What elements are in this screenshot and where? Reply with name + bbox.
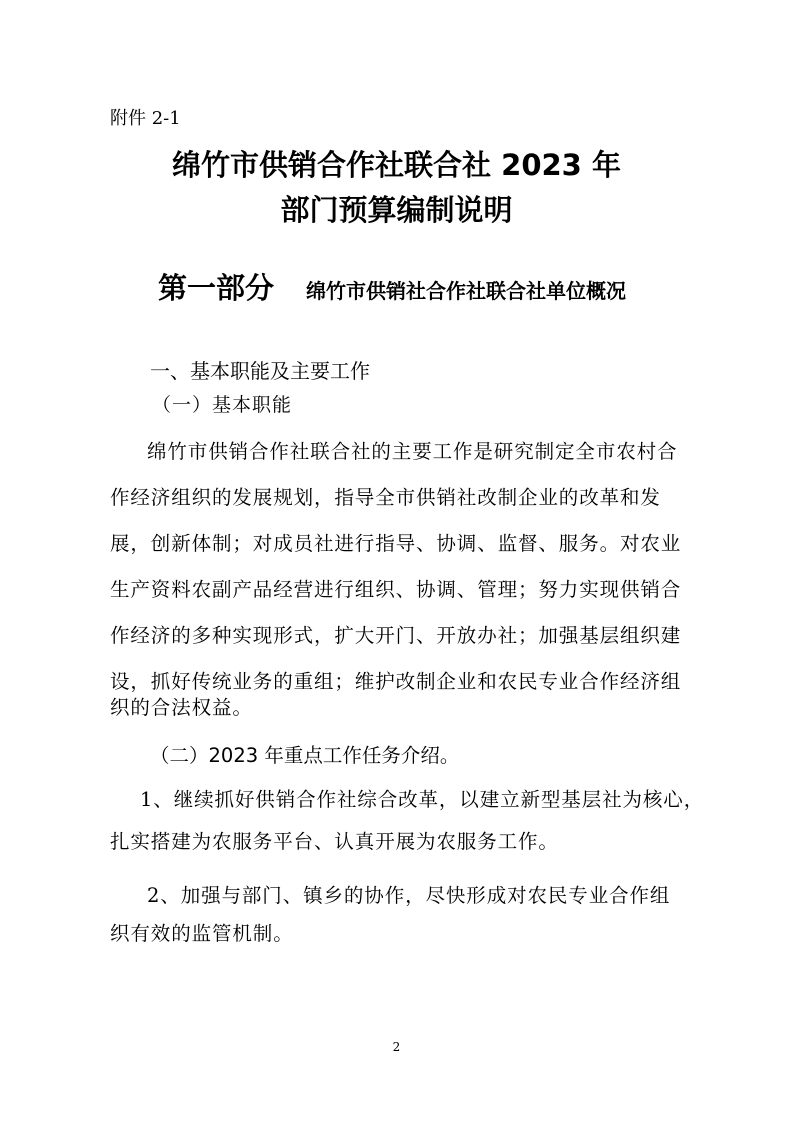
list-item-line: 2、加强与部门、镇乡的协作，尽快形成对农民专业合作组 <box>147 884 671 907</box>
list-item-line: 织有效的监管机制。 <box>110 922 294 945</box>
paragraph-line: 作经济的多种实现形式，扩大开门、开放办社；加强基层组织建 <box>110 624 682 647</box>
list-item-line: 扎实搭建为农服务平台、认真开展为农服务工作。 <box>110 830 559 853</box>
list-item-line: 1、继续抓好供销合作社综合改革，以建立新型基层社为核心， <box>140 788 705 811</box>
paragraph-line: 生产资料农副产品经营进行组织、协调、管理；努力实现供销合 <box>110 578 682 601</box>
document-title-line-2: 部门预算编制说明 <box>280 193 513 227</box>
page-number: 2 <box>392 1040 401 1054</box>
part-number: 第一部分 <box>158 271 275 305</box>
paragraph-line: 设，抓好传统业务的重组；维护改制企业和农民专业合作经济组 <box>110 670 682 693</box>
paragraph-line: 绵竹市供销合作社联合社的主要工作是研究制定全市农村合 <box>147 440 678 463</box>
attachment-label: 附件 2-1 <box>110 108 181 129</box>
part-name: 绵竹市供销社合作社联合社单位概况 <box>306 279 627 303</box>
subsection-heading-basic-functions: （一）基本职能 <box>152 394 293 416</box>
document-title-line-1: 绵竹市供销合作社联合社 2023 年 <box>172 148 621 182</box>
subsection-heading-key-tasks: （二）2023 年重点工作任务介绍。 <box>150 744 460 767</box>
part-heading <box>158 266 626 307</box>
paragraph-line: 展，创新体制；对成员社进行指导、协调、监督、服务。对农业 <box>110 532 682 555</box>
paragraph-line: 作经济组织的发展规划，指导全市供销社改制企业的改革和发 <box>110 486 661 509</box>
paragraph-line: 织的合法权益。 <box>110 696 253 719</box>
section-heading: 一、基本职能及主要工作 <box>150 359 370 383</box>
